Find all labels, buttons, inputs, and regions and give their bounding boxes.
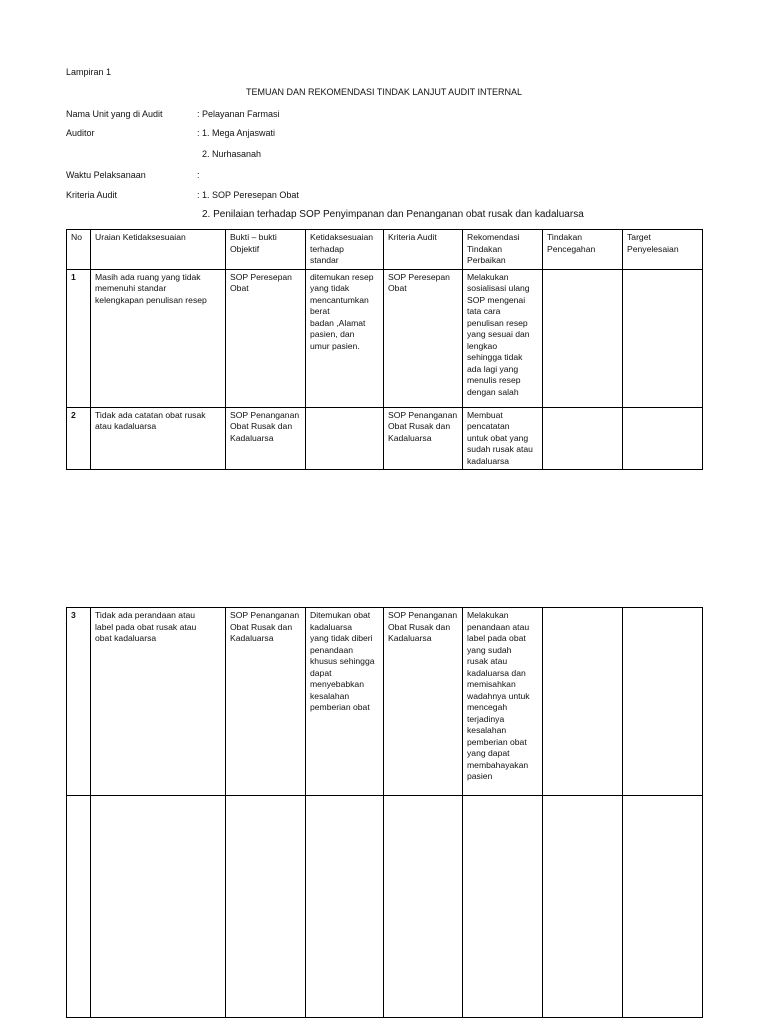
row-pencegahan xyxy=(543,608,623,796)
row-no xyxy=(67,796,91,1018)
document-title: TEMUAN DAN REKOMENDASI TINDAK LANJUT AUDIT INTERNAL xyxy=(245,87,523,97)
row-ketidaksesuaian: Ditemukan obat kadaluarsa yang tidak diberi penandaan khusus sehingga dapat menyebabkan kesalahan pemberian obat xyxy=(306,608,384,796)
row-rekomendasi xyxy=(463,796,543,1018)
lampiran-label: Lampiran 1 xyxy=(66,67,112,77)
unit-value: : Pelayanan Farmasi xyxy=(197,109,280,119)
header-no: No xyxy=(67,230,91,270)
row-rekomendasi: Melakukan sosialisasi ulang SOP mengenai tata cara penulisan resep yang sesuai dan lengkao sehingga tidak ada lagi yang menulis resep dengan salah xyxy=(463,269,543,407)
audit-table-page2 xyxy=(66,607,703,1018)
waktu-label: Waktu Pelaksanaan xyxy=(66,170,146,180)
row-target xyxy=(623,269,703,407)
header-ketidaksesuaian: Ketidaksesuaian terhadap standar xyxy=(306,230,384,270)
row-bukti xyxy=(226,796,306,1018)
kriteria-2: 2. Penilaian terhadap SOP Penyimpanan dan Penanganan obat rusak dan kadaluarsa xyxy=(202,209,584,220)
header-target: Target Penyelesaian xyxy=(623,230,703,270)
row-ketidaksesuaian: ditemukan resep yang tidak mencantumkan berat badan ,Alamat pasien, dan umur pasien. xyxy=(306,269,384,407)
row-target xyxy=(623,407,703,470)
row-uraian: Masih ada ruang yang tidak memenuhi standar kelengkapan penulisan resep xyxy=(91,269,226,407)
table-row xyxy=(67,269,703,407)
row-ketidaksesuaian xyxy=(306,796,384,1018)
kriteria-label: Kriteria Audit xyxy=(66,190,118,200)
row-no: 1 xyxy=(67,269,91,407)
unit-label: Nama Unit yang di Audit xyxy=(66,109,163,119)
row-kriteria xyxy=(384,796,463,1018)
table-row xyxy=(67,407,703,470)
table-row-empty xyxy=(67,796,703,1018)
header-uraian: Uraian Ketidaksesuaian xyxy=(91,230,226,270)
auditor-1: : 1. Mega Anjaswati xyxy=(197,128,276,138)
kriteria-1: : 1. SOP Peresepan Obat xyxy=(197,190,299,200)
table-header-row xyxy=(67,230,703,270)
header-kriteria: Kriteria Audit xyxy=(384,230,463,270)
header-pencegahan: Tindakan Pencegahan xyxy=(543,230,623,270)
waktu-value: : xyxy=(197,170,200,180)
auditor-2: 2. Nurhasanah xyxy=(202,149,262,159)
row-uraian xyxy=(91,796,226,1018)
table-row xyxy=(67,608,703,796)
row-bukti: SOP Penanganan Obat Rusak dan Kadaluarsa xyxy=(226,608,306,796)
row-rekomendasi: Melakukan penandaan atau label pada obat yang sudah rusak atau kadaluarsa dan memisahkan wadahnya untuk mencegah terjadinya kesalahan pemberian obat yang dapat membahayakan pasien xyxy=(463,608,543,796)
row-no: 3 xyxy=(67,608,91,796)
row-pencegahan xyxy=(543,796,623,1018)
audit-table-page1 xyxy=(66,229,703,470)
row-ketidaksesuaian xyxy=(306,407,384,470)
header-bukti: Bukti – bukti Objektif xyxy=(226,230,306,270)
row-uraian: Tidak ada perandaan atau label pada obat rusak atau obat kadaluarsa xyxy=(91,608,226,796)
row-rekomendasi: Membuat pencatatan untuk obat yang sudah rusak atau kadaluarsa xyxy=(463,407,543,470)
row-bukti: SOP Penanganan Obat Rusak dan Kadaluarsa xyxy=(226,407,306,470)
row-bukti: SOP Peresepan Obat xyxy=(226,269,306,407)
row-uraian: Tidak ada catatan obat rusak atau kadaluarsa xyxy=(91,407,226,470)
row-kriteria: SOP Penanganan Obat Rusak dan Kadaluarsa xyxy=(384,608,463,796)
row-target xyxy=(623,796,703,1018)
row-kriteria: SOP Peresepan Obat xyxy=(384,269,463,407)
auditor-label: Auditor xyxy=(66,128,95,138)
row-target xyxy=(623,608,703,796)
row-pencegahan xyxy=(543,269,623,407)
header-rekomendasi: Rekomendasi Tindakan Perbaikan xyxy=(463,230,543,270)
row-no: 2 xyxy=(67,407,91,470)
row-kriteria: SOP Penanganan Obat Rusak dan Kadaluarsa xyxy=(384,407,463,470)
row-pencegahan xyxy=(543,407,623,470)
